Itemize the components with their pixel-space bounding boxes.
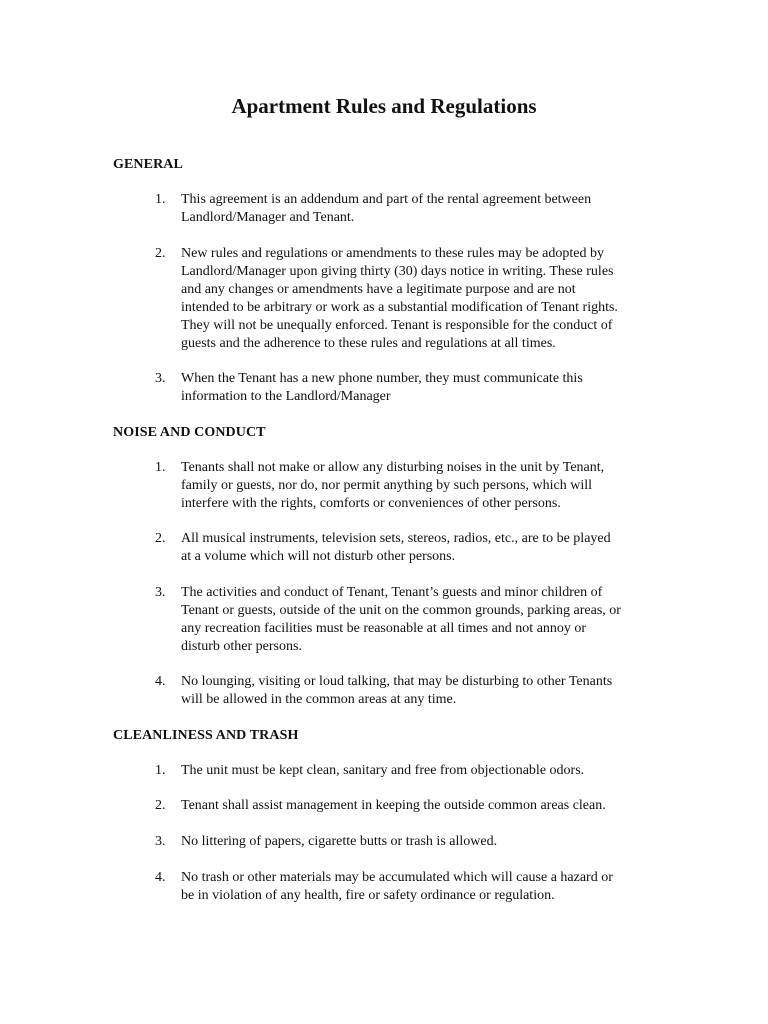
text-line: family or guests, nor do, nor permit anything by such persons, which will (181, 478, 592, 493)
text-line: Tenant or guests, outside of the unit on the common grounds, parking areas, or (181, 603, 621, 618)
list-item-text (181, 762, 675, 780)
text-line: No littering of papers, cigarette butts or trash is allowed. (181, 834, 498, 849)
section-heading-general: GENERAL (113, 157, 183, 172)
text-line: They will not be unequally enforced. Tenant is responsible for the conduct of (181, 318, 613, 333)
list-item (155, 869, 675, 905)
list-item (155, 530, 675, 566)
list-item (155, 797, 675, 815)
list-item-number: 1. (155, 460, 166, 475)
list-item-text (181, 459, 675, 513)
text-line: and any changes or amendments have a legitimate purpose and are not (181, 282, 576, 297)
list-item-number: 3. (155, 834, 166, 849)
list-item-text (181, 797, 675, 815)
text-line: Landlord/Manager and Tenant. (181, 210, 355, 225)
list-item (155, 370, 675, 406)
text-line: Tenant shall assist management in keeping the outside common areas clean. (181, 798, 606, 813)
text-line: disturb other persons. (181, 639, 302, 654)
text-line: intended to be arbitrary or work as a substantial modification of Tenant rights. (181, 300, 618, 315)
list-item (155, 584, 675, 656)
list-item (155, 459, 675, 513)
text-line: be in violation of any health, fire or safety ordinance or regulation. (181, 888, 555, 903)
list-item-number: 3. (155, 585, 166, 600)
list-item-text (181, 245, 675, 353)
list-item (155, 833, 675, 851)
text-line: New rules and regulations or amendments to these rules may be adopted by (181, 246, 604, 261)
text-line: Tenants shall not make or allow any disturbing noises in the unit by Tenant, (181, 460, 605, 475)
text-line: guests and the adherence to these rules and regulations at all times. (181, 336, 556, 351)
list-item (155, 245, 675, 353)
list-item-number: 3. (155, 371, 166, 386)
list-item-text (181, 191, 675, 227)
section-heading-cleanliness-and-trash: CLEANLINESS AND TRASH (113, 728, 299, 743)
text-line: information to the Landlord/Manager (181, 389, 391, 404)
text-line: Landlord/Manager upon giving thirty (30) days notice in writing. These rules (181, 264, 614, 279)
list-item-text (181, 673, 675, 709)
list-item-number: 1. (155, 192, 166, 207)
list-item-number: 4. (155, 674, 166, 689)
text-line: No trash or other materials may be accumulated which will cause a hazard or (181, 870, 613, 885)
section-heading-noise-and-conduct: NOISE AND CONDUCT (113, 425, 266, 440)
list-item-number: 2. (155, 798, 166, 813)
list-item-number: 2. (155, 531, 166, 546)
text-line: No lounging, visiting or loud talking, that may be disturbing to other Tenants (181, 674, 613, 689)
document-title: Apartment Rules and Regulations (231, 94, 537, 118)
text-line: any recreation facilities must be reasonable at all times and not annoy or (181, 621, 587, 636)
text-line: All musical instruments, television sets, stereos, radios, etc., are to be played (181, 531, 611, 546)
list-item-text (181, 584, 675, 656)
list-item (155, 673, 675, 709)
text-line: The activities and conduct of Tenant, Tenant’s guests and minor children of (181, 585, 603, 600)
text-line: The unit must be kept clean, sanitary and free from objectionable odors. (181, 763, 585, 778)
list-item-text (181, 370, 675, 406)
list-item-number: 2. (155, 246, 166, 261)
text-line: interfere with the rights, comforts or conveniences of other persons. (181, 496, 561, 511)
text-line: When the Tenant has a new phone number, they must communicate this (181, 371, 583, 386)
list-item-text (181, 833, 675, 851)
list-item-text (181, 869, 675, 905)
list-item-number: 1. (155, 763, 166, 778)
list-item (155, 762, 675, 780)
list-item-text (181, 530, 675, 566)
list-item-number: 4. (155, 870, 166, 885)
text-line: at a volume which will not disturb other persons. (181, 549, 456, 564)
list-item (155, 191, 675, 227)
text-line: will be allowed in the common areas at any time. (181, 692, 457, 707)
text-line: This agreement is an addendum and part of the rental agreement between (181, 192, 592, 207)
